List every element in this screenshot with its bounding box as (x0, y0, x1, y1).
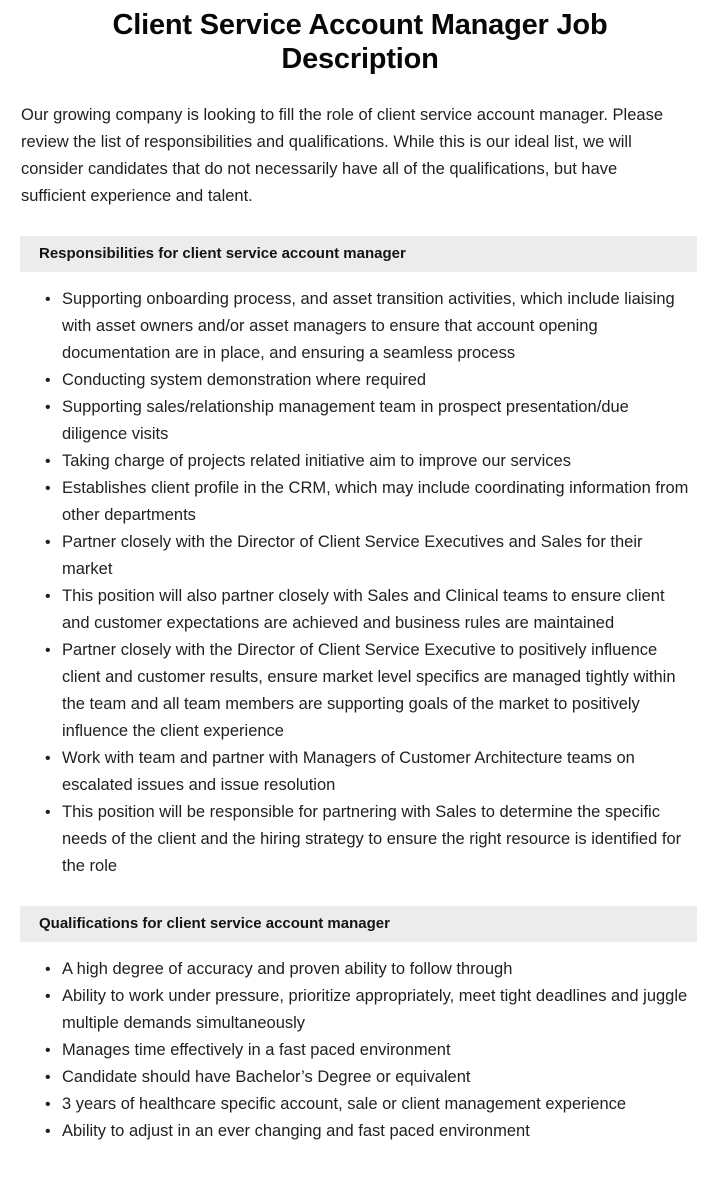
section-heading-responsibilities: Responsibilities for client service account manager (39, 245, 406, 262)
page-title: Client Service Account Manager Job Description (112, 9, 608, 75)
list-item: • Supporting onboarding process, and asset transition activities, which include liaising with asset owners and/or asset managers to ensure that account opening documentation are in place, and ensuring a seamless process (45, 286, 690, 367)
list-item: • Conducting system demonstration where required (45, 367, 690, 394)
responsibilities-list (0, 272, 720, 880)
bottom-spacer (0, 1145, 720, 1175)
list-item: • Partner closely with the Director of Client Service Executives and Sales for their market (45, 529, 690, 583)
list-item: • This position will be responsible for partnering with Sales to determine the specific needs of the client and the hiring strategy to ensure the right resource is identified for the role (45, 799, 690, 880)
list-item: • This position will also partner closely with Sales and Clinical teams to ensure client and customer expectations are achieved and business rules are maintained (45, 583, 690, 637)
list-item: • Partner closely with the Director of Client Service Executive to positively influence client and customer results, ensure market level specifics are managed tightly within the team and all team members are supporting goals of the market to positively influence the client experience (45, 637, 690, 745)
list-item: • 3 years of healthcare specific account, sale or client management experience (45, 1091, 690, 1118)
list-item: • Manages time effectively in a fast paced environment (45, 1037, 690, 1064)
list-item: • A high degree of accuracy and proven ability to follow through (45, 956, 690, 983)
list-item: • Establishes client profile in the CRM, which may include coordinating information from other departments (45, 475, 690, 529)
list-item: • Ability to work under pressure, prioritize appropriately, meet tight deadlines and juggle multiple demands simultaneously (45, 983, 690, 1037)
qualifications-list (0, 942, 720, 1145)
list-item: • Supporting sales/relationship management team in prospect presentation/due diligence visits (45, 394, 690, 448)
section-band-qualifications (20, 906, 697, 942)
section-band-responsibilities (20, 236, 697, 272)
intro-paragraph: Our growing company is looking to fill the role of client service account manager. Please review the list of responsibilities and qualifications. While this is our ideal list, we will consider candidates that do not necessarily have all of the qualifications, but have sufficient experience and talent. (21, 106, 663, 205)
list-item: • Work with team and partner with Managers of Customer Architecture teams on escalated issues and issue resolution (45, 745, 690, 799)
section-heading-qualifications: Qualifications for client service account manager (39, 915, 390, 932)
list-item: • Ability to adjust in an ever changing and fast paced environment (45, 1118, 690, 1145)
section-qualifications (0, 906, 720, 1145)
section-responsibilities (0, 236, 720, 880)
list-item: • Candidate should have Bachelor’s Degree or equivalent (45, 1064, 690, 1091)
list-item: • Taking charge of projects related initiative aim to improve our services (45, 448, 690, 475)
